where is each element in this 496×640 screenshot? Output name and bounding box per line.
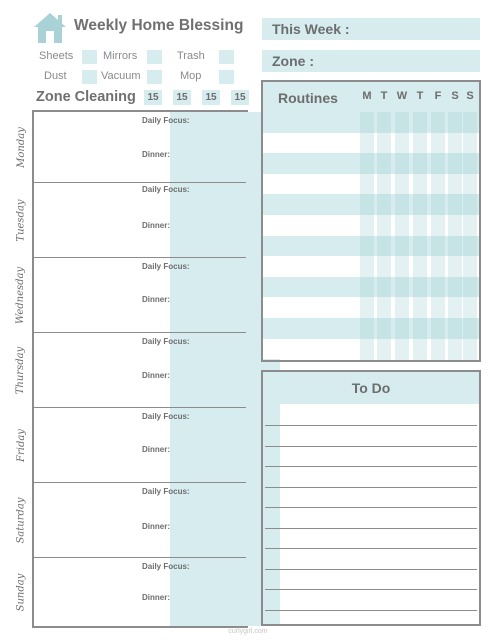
todo-line[interactable] — [265, 466, 477, 467]
weekday-column — [395, 112, 409, 360]
house-icon — [33, 11, 67, 45]
weekday-column — [448, 112, 462, 360]
day-row-thursday[interactable] — [15, 333, 246, 407]
weekday-label: T — [416, 90, 424, 102]
chore-label-trash: Trash — [177, 50, 205, 62]
day-row-friday[interactable] — [15, 408, 246, 482]
routines-title: Routines — [278, 90, 338, 106]
todo-line[interactable] — [265, 487, 477, 488]
routines-tracker — [261, 80, 481, 362]
weekday-label: S — [451, 90, 459, 102]
weekday-label: T — [380, 90, 388, 102]
todo-line[interactable] — [265, 589, 477, 590]
dinner-label: Dinner: — [142, 593, 170, 602]
todo-line[interactable] — [265, 507, 477, 508]
todo-line[interactable] — [265, 569, 477, 570]
day-name: Saturday — [15, 496, 27, 544]
this-week-label: This Week : — [272, 21, 350, 37]
daily-focus-label: Daily Focus: — [142, 116, 190, 125]
chore-label-mop: Mop — [180, 70, 202, 82]
day-row-monday[interactable] — [15, 112, 246, 182]
weekday-label: M — [362, 90, 372, 102]
day-name: Friday — [15, 428, 27, 462]
chore-checkbox-mop[interactable] — [219, 70, 234, 84]
weekday-label: W — [396, 90, 408, 102]
dinner-label: Dinner: — [142, 150, 170, 159]
chore-checkbox-trash[interactable] — [219, 50, 234, 64]
weekday-column — [413, 112, 427, 360]
chore-label-sheets: Sheets — [39, 50, 74, 62]
chore-checkbox-dust[interactable] — [82, 70, 97, 84]
weekday-label: S — [466, 90, 474, 102]
footer-credit: curlygirl.com — [228, 628, 268, 635]
day-name: Monday — [15, 126, 27, 168]
chore-checkbox-vacuum[interactable] — [147, 70, 162, 84]
chore-checkbox-sheets[interactable] — [82, 50, 97, 64]
todo-list — [261, 370, 481, 626]
zone-timer[interactable]: 15 — [231, 90, 249, 105]
page-title: Weekly Home Blessing — [74, 17, 244, 34]
zone-label: Zone : — [272, 53, 314, 69]
weekday-label: F — [434, 90, 442, 102]
chore-label-dust: Dust — [44, 70, 67, 82]
zone-timer[interactable]: 15 — [173, 90, 191, 105]
daily-focus-label: Daily Focus: — [142, 185, 190, 194]
day-name: Sunday — [15, 573, 27, 611]
day-row-saturday[interactable] — [15, 483, 246, 557]
day-row-sunday[interactable] — [15, 558, 246, 626]
todo-line[interactable] — [265, 446, 477, 447]
chore-label-vacuum: Vacuum — [101, 70, 141, 82]
weekday-column — [431, 112, 445, 360]
todo-line[interactable] — [265, 528, 477, 529]
zone-timer[interactable]: 15 — [202, 90, 220, 105]
day-row-tuesday[interactable] — [15, 183, 246, 258]
chore-checkbox-mirrors[interactable] — [147, 50, 162, 64]
day-name: Tuesday — [15, 199, 27, 242]
todo-title: To Do — [351, 380, 391, 396]
day-row-wednesday[interactable] — [15, 258, 246, 332]
todo-line[interactable] — [265, 548, 477, 549]
weekday-column — [360, 112, 374, 360]
weekday-column — [463, 112, 477, 360]
zone-timer[interactable]: 15 — [144, 90, 162, 105]
dinner-label: Dinner: — [142, 221, 170, 230]
dinner-label: Dinner: — [142, 445, 170, 454]
daily-focus-label: Daily Focus: — [142, 412, 190, 421]
dinner-label: Dinner: — [142, 371, 170, 380]
dinner-label: Dinner: — [142, 522, 170, 531]
todo-line[interactable] — [265, 610, 477, 611]
dinner-label: Dinner: — [142, 295, 170, 304]
daily-focus-label: Daily Focus: — [142, 337, 190, 346]
zone-cleaning-label: Zone Cleaning — [36, 89, 136, 105]
daily-focus-label: Daily Focus: — [142, 487, 190, 496]
day-name: Thursday — [15, 346, 27, 394]
weekday-column — [377, 112, 391, 360]
todo-line[interactable] — [265, 425, 477, 426]
chore-label-mirrors: Mirrors — [103, 50, 138, 62]
daily-focus-label: Daily Focus: — [142, 262, 190, 271]
day-name: Wednesday — [15, 266, 27, 324]
daily-focus-label: Daily Focus: — [142, 562, 190, 571]
daily-planner — [15, 110, 248, 628]
